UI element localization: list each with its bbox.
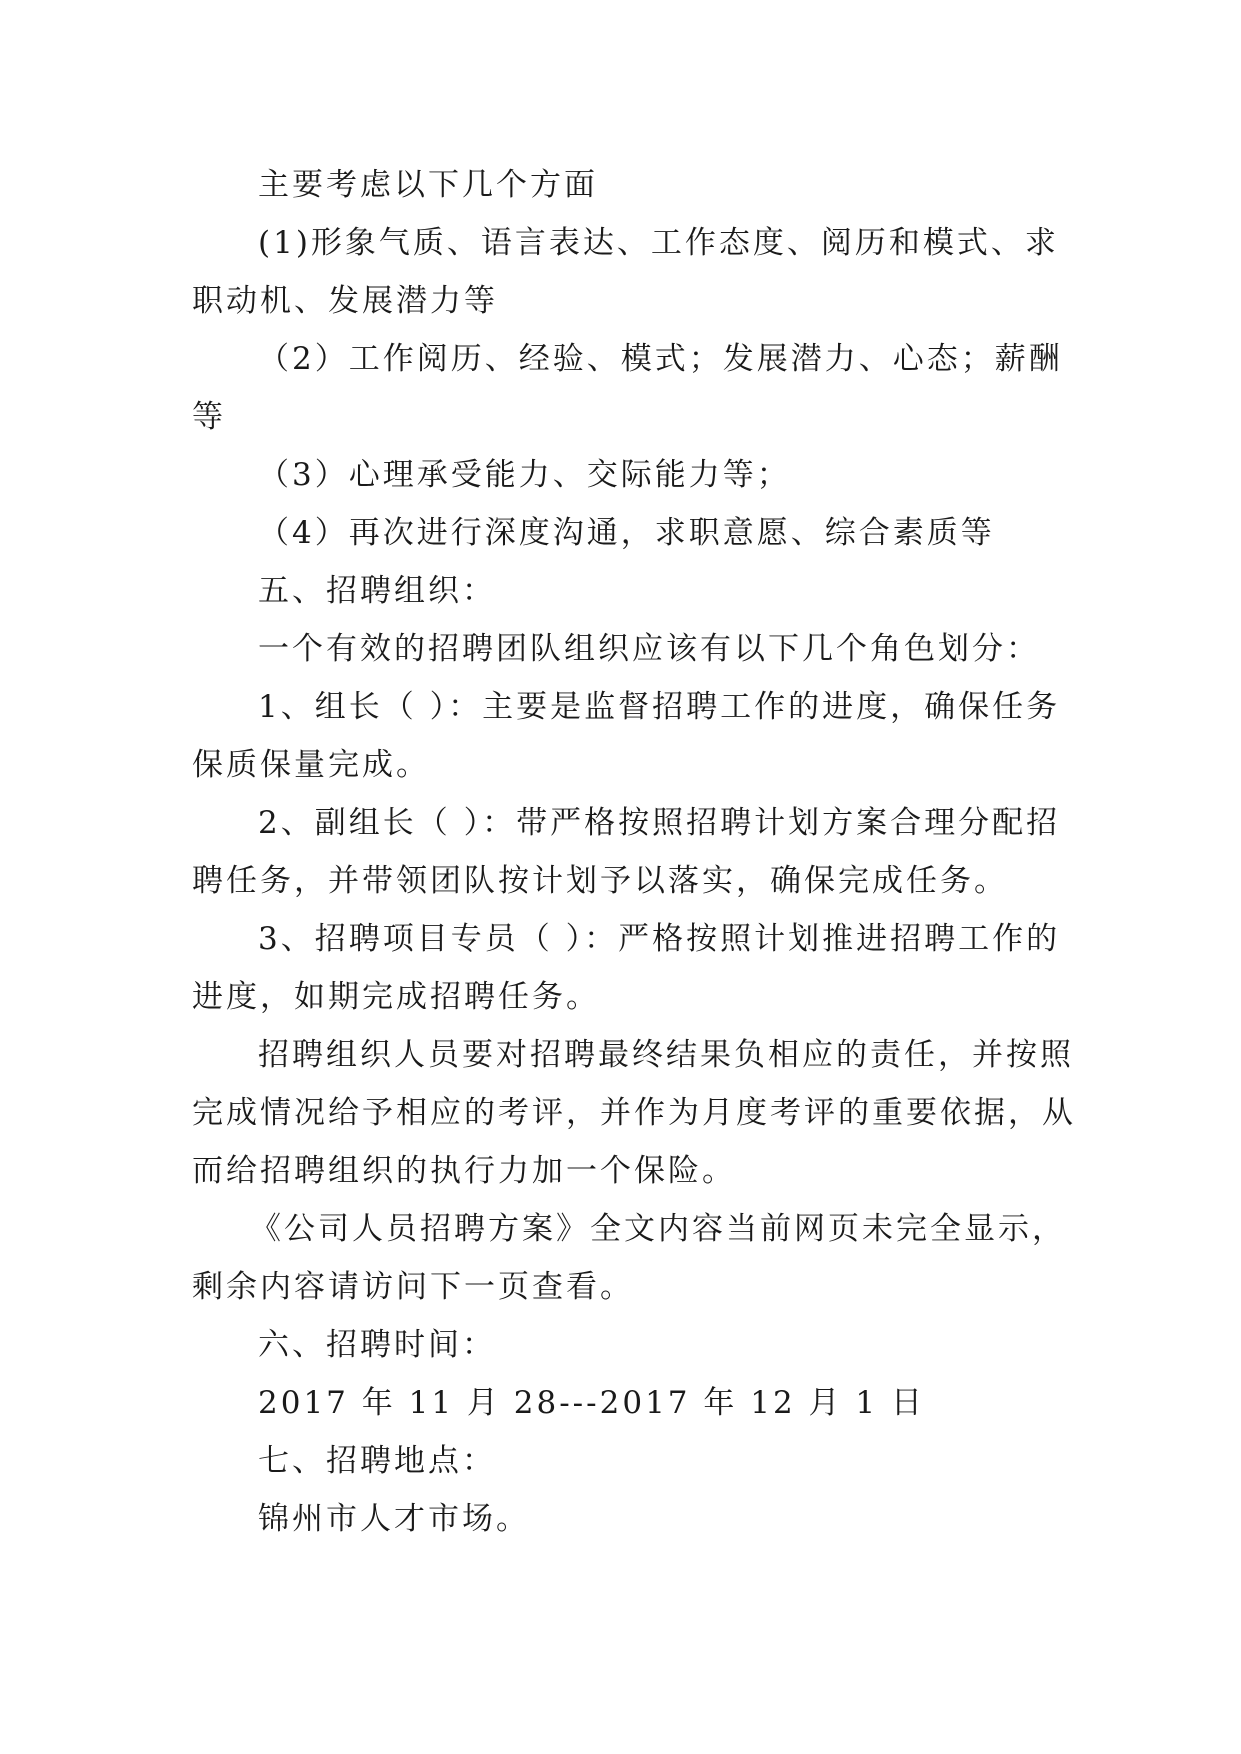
text-line: 一个有效的招聘团队组织应该有以下几个角色划分： [258,631,1040,667]
text-line: 主要考虑以下几个方面 [258,167,598,203]
text-line: 锦州市人才市场。 [258,1501,530,1537]
text-line: 进度，如期完成招聘任务。 [192,979,600,1015]
text-line: 而给招聘组织的执行力加一个保险。 [192,1153,736,1189]
section-heading: 七、招聘地点： [258,1443,496,1479]
text-line: 等 [192,399,226,435]
text-line: (1)形象气质、语言表达、工作态度、阅历和模式、求 [258,225,1059,261]
text-line: 1、组长（ ）：主要是监督招聘工作的进度，确保任务 [258,689,1061,725]
text-line: 招聘组织人员要对招聘最终结果负相应的责任，并按照 [258,1037,1074,1073]
text-line: 保质保量完成。 [192,747,430,783]
text-line: 完成情况给予相应的考评，并作为月度考评的重要依据，从 [192,1095,1076,1131]
text-line: （4）再次进行深度沟通，求职意愿、综合素质等 [258,515,995,551]
section-heading: 五、招聘组织： [258,573,496,609]
text-line: 3、招聘项目专员（ ）：严格按照计划推进招聘工作的 [258,921,1061,957]
text-line: 剩余内容请访问下一页查看。 [192,1269,634,1305]
text-line: 聘任务，并带领团队按计划予以落实，确保完成任务。 [192,863,1008,899]
text-line: （3）心理承受能力、交际能力等； [258,457,791,493]
section-heading: 六、招聘时间： [258,1327,496,1363]
text-line: 2017 年 11 月 28---2017 年 12 月 1 日 [258,1385,925,1421]
text-line: 2、副组长（ ）：带严格按照招聘计划方案合理分配招 [258,805,1061,841]
text-line: 《公司人员招聘方案》全文内容当前网页未完全显示， [250,1211,1066,1247]
text-line: （2）工作阅历、经验、模式；发展潜力、心态；薪酬 [258,341,1063,377]
text-line: 职动机、发展潜力等 [192,283,498,319]
